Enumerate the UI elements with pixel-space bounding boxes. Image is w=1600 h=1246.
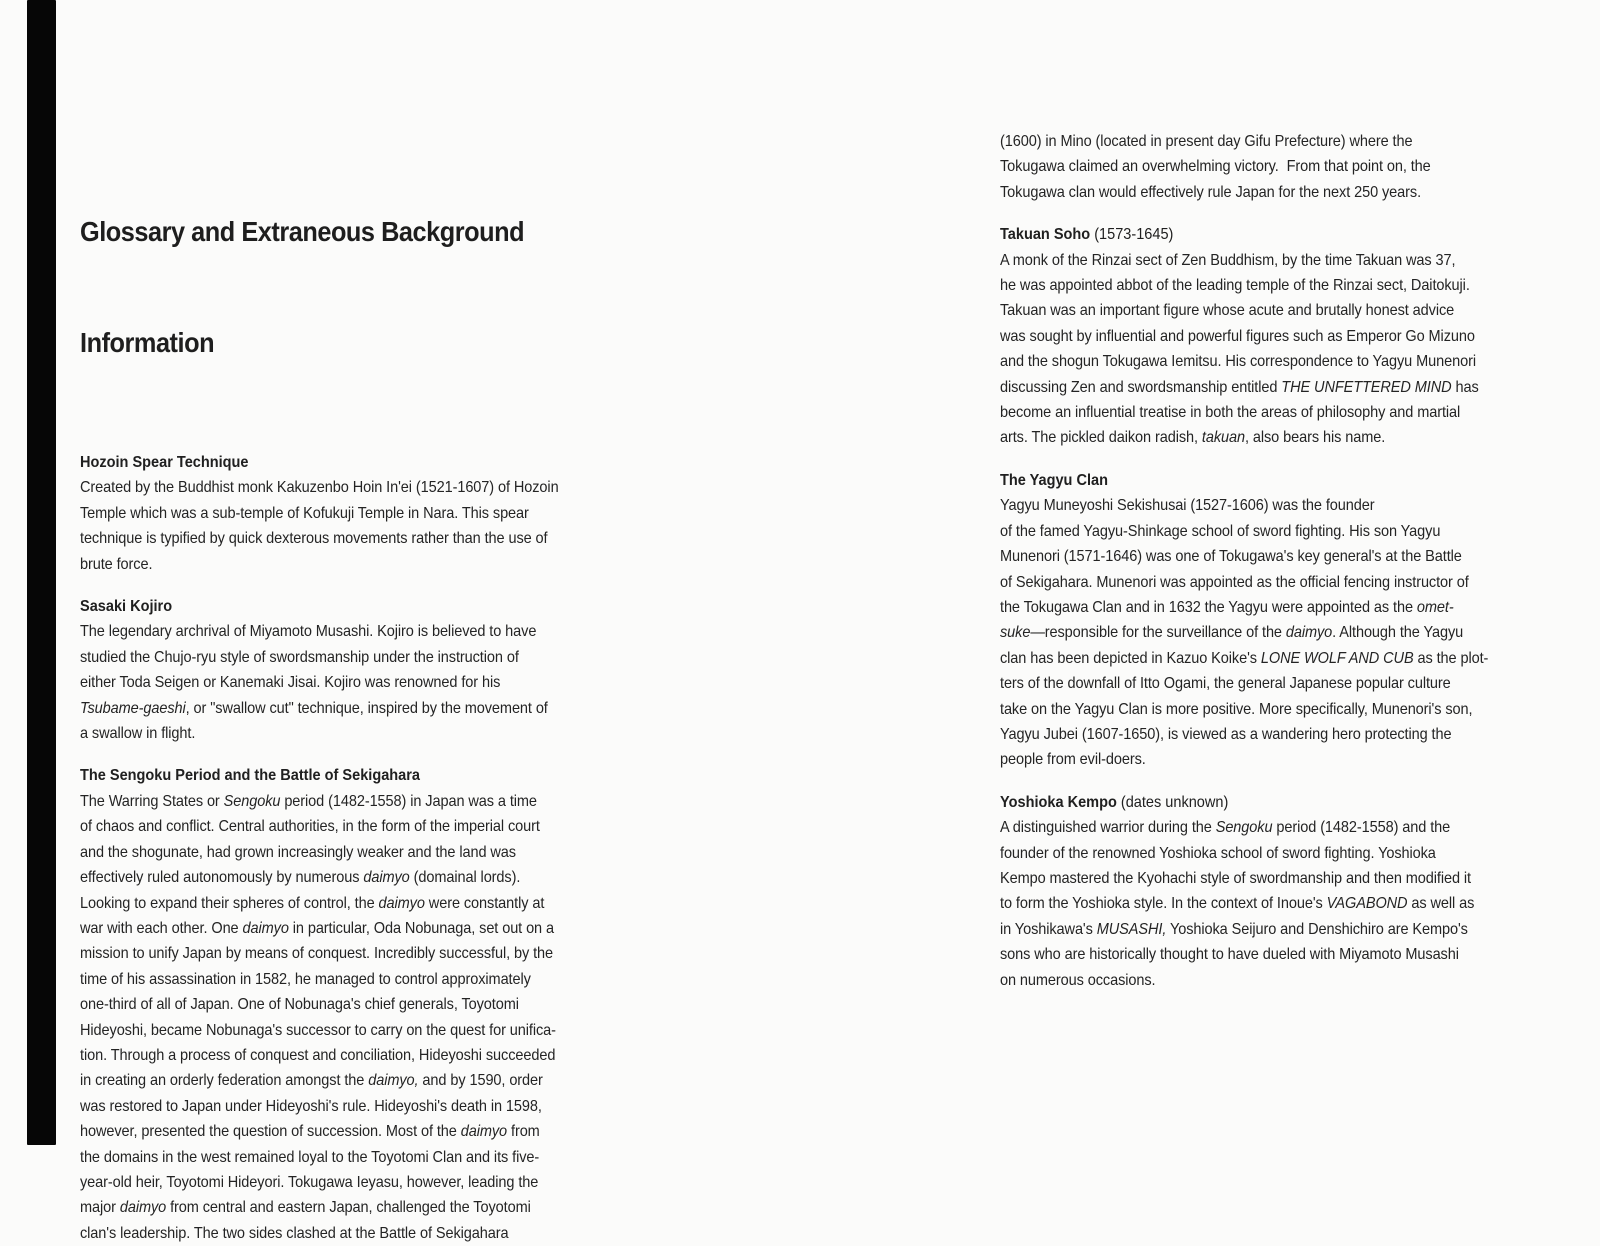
text-line: sons who are historically thought to have dueled with Miyamoto Musashi	[1000, 946, 1459, 964]
glossary-section	[1000, 129, 1552, 205]
right-page	[1000, 129, 1552, 993]
glossary-section	[1000, 468, 1552, 773]
text-line: was restored to Japan under Hideyoshi's rule. Hideyoshi's death in 1598,	[80, 1097, 542, 1115]
text-line: technique is typified by quick dexterous movements rather than the use of	[80, 530, 548, 548]
text-line: effectively ruled autonomously by numerous daimyo (domainal lords).	[80, 869, 521, 887]
text-line: brute force.	[80, 555, 153, 573]
text-line: in creating an orderly federation amongst the daimyo, and by 1590, order	[80, 1072, 543, 1090]
text-line: Takuan was an important figure whose acute and brutally honest advice	[1000, 302, 1455, 320]
text-line: year-old heir, Toyotomi Hideyori. Tokugawa Ieyasu, however, leading the	[80, 1173, 539, 1191]
text-line: Temple which was a sub-temple of Kofukuji Temple in Nara. This spear	[80, 504, 529, 522]
text-line: people from evil-doers.	[1000, 751, 1146, 769]
text-line: one-third of all of Japan. One of Nobunaga's chief generals, Toyotomi	[80, 996, 519, 1014]
text-line: suke—responsible for the surveillance of the daimyo. Although the Yagyu	[1000, 624, 1464, 642]
glossary-section	[80, 450, 632, 577]
section-heading: The Sengoku Period and the Battle of Sekigahara	[80, 767, 420, 785]
scan-edge-bar	[27, 0, 56, 1145]
text-line: Tokugawa clan would effectively rule Japan for the next 250 years.	[1000, 183, 1422, 201]
text-line: Created by the Buddhist monk Kakuzenbo Hoin In'ei (1521-1607) of Hozoin	[80, 479, 559, 497]
glossary-section	[1000, 222, 1552, 451]
glossary-section	[80, 763, 632, 1246]
text-line: the domains in the west remained loyal to the Toyotomi Clan and its five-	[80, 1148, 540, 1166]
text-line: tion. Through a process of conquest and conciliation, Hideyoshi succeeded	[80, 1046, 556, 1064]
text-line: take on the Yagyu Clan is more positive. More specifically, Munenori's son,	[1000, 700, 1473, 718]
text-line: time of his assassination in 1582, he managed to control approximately	[80, 970, 531, 988]
glossary-section	[1000, 790, 1552, 993]
text-line: and the shogun Tokugawa Iemitsu. His correspondence to Yagyu Munenori	[1000, 353, 1476, 371]
page-title	[80, 139, 632, 435]
section-heading: Sasaki Kojiro	[80, 598, 173, 616]
text-line: become an influential treatise in both the areas of philosophy and martial	[1000, 404, 1461, 422]
section-heading: Yoshioka Kempo (dates unknown)	[1000, 793, 1229, 811]
section-heading: The Yagyu Clan	[1000, 471, 1108, 489]
text-line: was sought by influential and powerful figures such as Emperor Go Mizuno	[1000, 327, 1475, 345]
text-line: A monk of the Rinzai sect of Zen Buddhism, by the time Takuan was 37,	[1000, 251, 1456, 269]
text-line: The legendary archrival of Miyamoto Musashi. Kojiro is believed to have	[80, 623, 537, 641]
text-line: Tokugawa claimed an overwhelming victory. From that point on, the	[1000, 158, 1431, 176]
text-line: discussing Zen and swordsmanship entitled THE UNFETTERED MIND has	[1000, 378, 1479, 396]
text-line: in Yoshikawa's MUSASHI, Yoshioka Seijuro and Denshichiro are Kempo's	[1000, 920, 1468, 938]
text-line: arts. The pickled daikon radish, takuan, also bears his name.	[1000, 429, 1386, 447]
text-line: however, presented the question of succession. Most of the daimyo from	[80, 1123, 540, 1141]
text-line: founder of the renowned Yoshioka school of sword fighting. Yoshioka	[1000, 844, 1436, 862]
text-line: the Tokugawa Clan and in 1632 the Yagyu were appointed as the omet-	[1000, 598, 1454, 616]
text-line: (1600) in Mino (located in present day Gifu Prefecture) where the	[1000, 133, 1413, 150]
text-line: he was appointed abbot of the leading temple of the Rinzai sect, Daitokuji.	[1000, 277, 1470, 295]
section-heading: Hozoin Spear Technique	[80, 454, 249, 471]
text-line: to form the Yoshioka style. In the context of Inoue's VAGABOND as well as	[1000, 895, 1475, 913]
section-heading-dates: (dates unknown)	[1116, 793, 1229, 811]
text-line: of Sekigahara. Munenori was appointed as the official fencing instructor of	[1000, 573, 1469, 591]
text-line: Yagyu Jubei (1607-1650), is viewed as a wandering hero protecting the	[1000, 725, 1452, 743]
text-line: Kempo mastered the Kyohachi style of swordmanship and then modified it	[1000, 869, 1471, 887]
section-heading-dates: (1573-1645)	[1090, 226, 1174, 244]
text-line: either Toda Seigen or Kanemaki Jisai. Kojiro was renowned for his	[80, 674, 501, 692]
text-line: clan's leadership. The two sides clashed at the Battle of Sekigahara	[80, 1224, 509, 1242]
text-line: Tsubame-gaeshi, or "swallow cut" technique, inspired by the movement of	[80, 699, 548, 717]
section-heading: Takuan Soho (1573-1645)	[1000, 226, 1174, 244]
text-line: of the famed Yagyu-Shinkage school of sword fighting. His son Yagyu	[1000, 522, 1441, 540]
glossary-section	[80, 594, 632, 746]
text-line: war with each other. One daimyo in particular, Oda Nobunaga, set out on a	[80, 919, 555, 937]
right-page-sections	[1000, 129, 1552, 993]
text-line: Looking to expand their spheres of control, the daimyo were constantly at	[80, 894, 545, 912]
text-line: ters of the downfall of Itto Ogami, the general Japanese popular culture	[1000, 675, 1451, 693]
text-line: on numerous occasions.	[1000, 971, 1156, 989]
text-line: a swallow in flight.	[80, 725, 196, 743]
left-page-sections	[80, 450, 632, 1246]
text-line: and the shogunate, had grown increasingly weaker and the land was	[80, 843, 516, 861]
text-line: Hideyoshi, became Nobunaga's successor to carry on the quest for unifica-	[80, 1021, 556, 1039]
page-title-line-1: Glossary and Extraneous Background	[80, 216, 525, 247]
text-line: of chaos and conflict. Central authorities, in the form of the imperial court	[80, 818, 540, 836]
text-line: Yagyu Muneyoshi Sekishusai (1527-1606) was the founder	[1000, 497, 1375, 515]
text-line: The Warring States or Sengoku period (1482-1558) in Japan was a time	[80, 792, 537, 810]
text-line: A distinguished warrior during the Sengoku period (1482-1558) and the	[1000, 819, 1451, 837]
text-line: Munenori (1571-1646) was one of Tokugawa's key general's at the Battle	[1000, 548, 1462, 566]
text-line: major daimyo from central and eastern Japan, challenged the Toyotomi	[80, 1199, 531, 1217]
text-line: clan has been depicted in Kazuo Koike's LONE WOLF AND CUB as the plot-	[1000, 649, 1489, 667]
left-page	[80, 139, 632, 1246]
page-title-line-2: Information	[80, 327, 215, 358]
text-line: studied the Chujo-ryu style of swordsmanship under the instruction of	[80, 648, 519, 666]
text-line: mission to unify Japan by means of conquest. Incredibly successful, by the	[80, 945, 554, 963]
